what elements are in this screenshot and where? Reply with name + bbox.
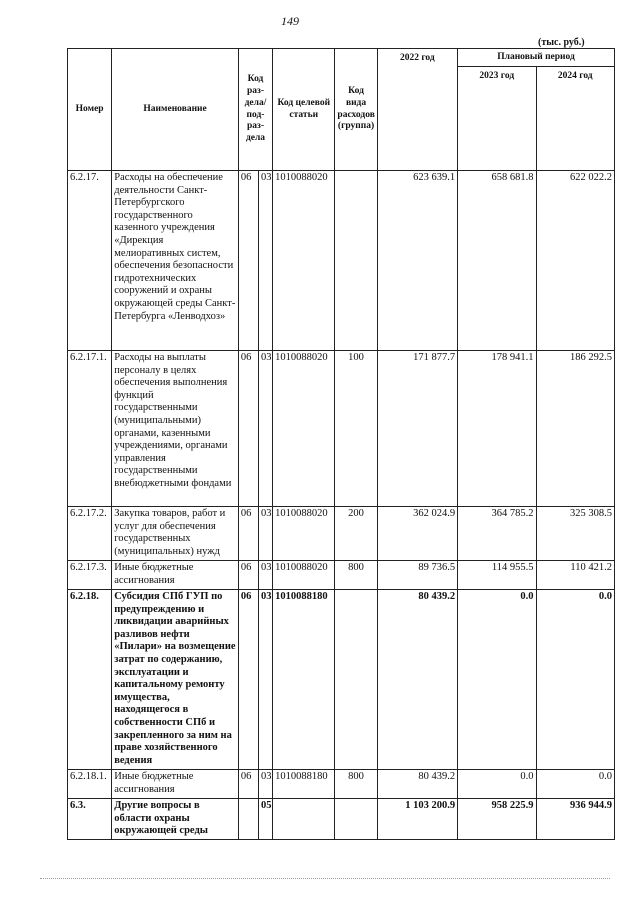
row-number: 6.2.17. <box>68 171 112 351</box>
row-2024: 622 022.2 <box>536 171 615 351</box>
row-target-code <box>273 799 335 840</box>
row-section: 06 <box>238 351 258 507</box>
row-2022: 362 024.9 <box>377 507 457 561</box>
row-section: 06 <box>238 590 258 770</box>
row-2024: 0.0 <box>536 770 615 799</box>
table-row <box>68 770 615 799</box>
row-2024: 936 944.9 <box>536 799 615 840</box>
row-number: 6.3. <box>68 799 112 840</box>
row-2022: 80 439.2 <box>377 770 457 799</box>
row-section: 06 <box>238 507 258 561</box>
table-row <box>68 507 615 561</box>
row-name: Расходы на обеспечение деятельности Санкт-Петербургского государственного казенного учреждения «Дирекция мелиоративных систем, обеспечения безопасности гидротехнических сооружений и охраны окружающей среды Санкт-Петербурга «Ленводхоз» <box>112 171 239 351</box>
row-2023: 0.0 <box>458 770 536 799</box>
row-expense-type: 100 <box>335 351 377 507</box>
row-subsection: 03 <box>259 351 273 507</box>
table-row <box>68 351 615 507</box>
row-2022: 80 439.2 <box>377 590 457 770</box>
row-section: 06 <box>238 561 258 590</box>
row-2023: 364 785.2 <box>458 507 536 561</box>
row-subsection: 03 <box>259 171 273 351</box>
table-row <box>68 799 615 840</box>
row-section: 06 <box>238 171 258 351</box>
row-2023: 958 225.9 <box>458 799 536 840</box>
row-2022: 1 103 200.9 <box>377 799 457 840</box>
row-number: 6.2.17.1. <box>68 351 112 507</box>
row-number: 6.2.18. <box>68 590 112 770</box>
row-target-code: 1010088180 <box>273 590 335 770</box>
row-name: Расходы на выплаты персоналу в целях обеспечения выполнения функций государственными (муниципальными) органами, казенными учреждениями, органами управления государственными внебюджетными фондами <box>112 351 239 507</box>
page-number: 149 <box>281 14 299 28</box>
row-2023: 178 941.1 <box>458 351 536 507</box>
row-2022: 171 877.7 <box>377 351 457 507</box>
header-target-code: Код целевой статьи <box>273 49 335 171</box>
row-subsection: 03 <box>259 770 273 799</box>
row-target-code: 1010088020 <box>273 561 335 590</box>
row-number: 6.2.17.2. <box>68 507 112 561</box>
row-expense-type <box>335 799 377 840</box>
row-subsection: 03 <box>259 590 273 770</box>
row-section: 06 <box>238 770 258 799</box>
header-2023: 2023 год <box>458 67 536 171</box>
row-name: Закупка товаров, работ и услуг для обеспечения государственных (муниципальных) нужд <box>112 507 239 561</box>
row-2024: 325 308.5 <box>536 507 615 561</box>
row-target-code: 1010088020 <box>273 507 335 561</box>
row-name: Иные бюджетные ассигнования <box>112 561 239 590</box>
row-expense-type: 200 <box>335 507 377 561</box>
budget-table <box>67 48 615 840</box>
row-expense-type: 800 <box>335 770 377 799</box>
row-subsection: 03 <box>259 561 273 590</box>
table-row <box>68 561 615 590</box>
row-2023: 114 955.5 <box>458 561 536 590</box>
row-name: Субсидия СПб ГУП по предупреждению и ликвидации аварийных разливов нефти «Пилари» на возмещение затрат по содержанию, эксплуатации и капитальному ремонту имущества, находящегося в собственности СПб и закрепленного за ним на праве хозяйственного ведения <box>112 590 239 770</box>
header-number: Номер <box>68 49 112 171</box>
row-target-code: 1010088020 <box>273 351 335 507</box>
units-label: (тыс. руб.) <box>538 37 585 48</box>
row-2024: 186 292.5 <box>536 351 615 507</box>
row-2022: 89 736.5 <box>377 561 457 590</box>
header-section-code: Код раз-дела/ под-раз-дела <box>238 49 272 171</box>
header-expense-type-code: Код вида расходов (группа) <box>335 49 377 171</box>
row-target-code: 1010088020 <box>273 171 335 351</box>
row-number: 6.2.17.3. <box>68 561 112 590</box>
row-2024: 0.0 <box>536 590 615 770</box>
row-number: 6.2.18.1. <box>68 770 112 799</box>
row-subsection: 03 <box>259 507 273 561</box>
header-plan-period: Плановый период <box>458 49 615 67</box>
row-2023: 0.0 <box>458 590 536 770</box>
row-name: Другие вопросы в области охраны окружающей среды <box>112 799 239 840</box>
row-target-code: 1010088180 <box>273 770 335 799</box>
header-2022: 2022 год <box>377 49 457 171</box>
table-row <box>68 171 615 351</box>
row-section <box>238 799 258 840</box>
row-expense-type: 800 <box>335 561 377 590</box>
row-name: Иные бюджетные ассигнования <box>112 770 239 799</box>
header-name: Наименование <box>112 49 239 171</box>
row-2022: 623 639.1 <box>377 171 457 351</box>
footer-divider <box>40 878 610 879</box>
row-subsection: 05 <box>259 799 273 840</box>
row-expense-type <box>335 171 377 351</box>
row-expense-type <box>335 590 377 770</box>
table-row <box>68 590 615 770</box>
row-2023: 658 681.8 <box>458 171 536 351</box>
row-2024: 110 421.2 <box>536 561 615 590</box>
header-2024: 2024 год <box>536 67 615 171</box>
